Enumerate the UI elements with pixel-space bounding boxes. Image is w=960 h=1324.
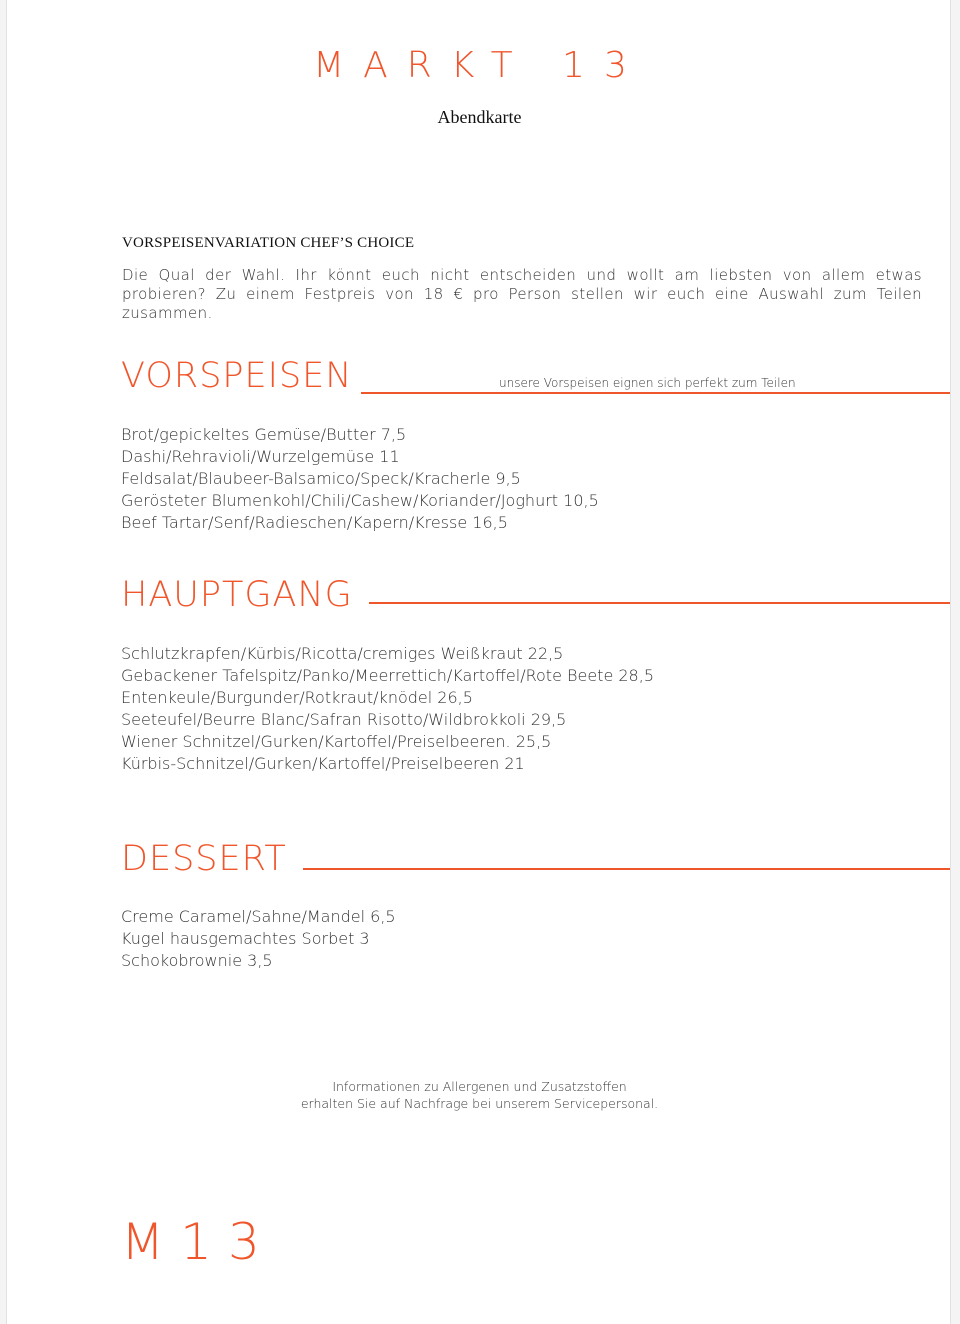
allergen-info-line-2: erhalten Sie auf Nachfrage bei unserem Servicepersonal. xyxy=(300,1096,659,1111)
allergen-info-line-1: Informationen zu Allergenen und Zusatzstoffen xyxy=(332,1079,627,1094)
list-item: Gebackener Tafelspitz/Panko/Meerrettich/Kartoffel/Rote Beete 28,5 xyxy=(121,666,654,685)
list-item: Feldsalat/Blaubeer-Balsamico/Speck/Kracherle 9,5 xyxy=(121,469,521,488)
dessert-list xyxy=(121,906,396,972)
allergen-info xyxy=(7,1078,951,1112)
list-item: Creme Caramel/Sahne/Mandel 6,5 xyxy=(121,907,396,926)
footer-logo: M13 xyxy=(121,1213,276,1271)
section-title-hauptgang: HAUPTGANG xyxy=(121,575,353,615)
list-item: Brot/gepickeltes Gemüse/Butter 7,5 xyxy=(121,425,407,444)
section-rule-hauptgang xyxy=(369,602,950,604)
section-title-vorspeisen: VORSPEISEN xyxy=(121,356,353,396)
list-item: Wiener Schnitzel/Gurken/Kartoffel/Preiselbeeren. 25,5 xyxy=(121,732,552,751)
list-item: Dashi/Rehravioli/Wurzelgemüse 11 xyxy=(121,447,400,466)
list-item: Schlutzkrapfen/Kürbis/Ricotta/cremiges Weißkraut 22,5 xyxy=(121,644,564,663)
section-rule-vorspeisen xyxy=(361,392,950,394)
list-item: Seeteufel/Beurre Blanc/Safran Risotto/Wildbrokkoli 29,5 xyxy=(121,710,567,729)
section-title-dessert: DESSERT xyxy=(121,839,287,879)
section-rule-dessert xyxy=(303,868,950,870)
section-note-vorspeisen: unsere Vorspeisen eignen sich perfekt zum Teilen xyxy=(499,376,796,390)
list-item: Gerösteter Blumenkohl/Chili/Cashew/Koriander/Joghurt 10,5 xyxy=(121,491,599,510)
list-item: Kürbis-Schnitzel/Gurken/Kartoffel/Preiselbeeren 21 xyxy=(121,754,525,773)
hauptgang-list xyxy=(121,643,654,775)
list-item: Beef Tartar/Senf/Radieschen/Kapern/Kresse 16,5 xyxy=(121,513,508,532)
vorspeisen-list xyxy=(121,424,599,534)
chefs-choice-title: VORSPEISENVARIATION CHEF’S CHOICE xyxy=(122,235,415,251)
list-item: Entenkeule/Burgunder/Rotkraut/knödel 26,5 xyxy=(121,688,473,707)
brand-title: MARKT 13 xyxy=(313,45,646,86)
menu-page xyxy=(6,0,951,1324)
chefs-choice-text: Die Qual der Wahl. Ihr könnt euch nicht entscheiden und wollt am liebsten von allem etwas probieren? Zu einem Festpreis von 18 € pro Person stellen wir euch eine Auswahl zum Teilen zusammen. xyxy=(122,266,922,322)
list-item: Schokobrownie 3,5 xyxy=(121,951,273,970)
list-item: Kugel hausgemachtes Sorbet 3 xyxy=(121,929,370,948)
menu-subtitle: Abendkarte xyxy=(437,107,522,127)
